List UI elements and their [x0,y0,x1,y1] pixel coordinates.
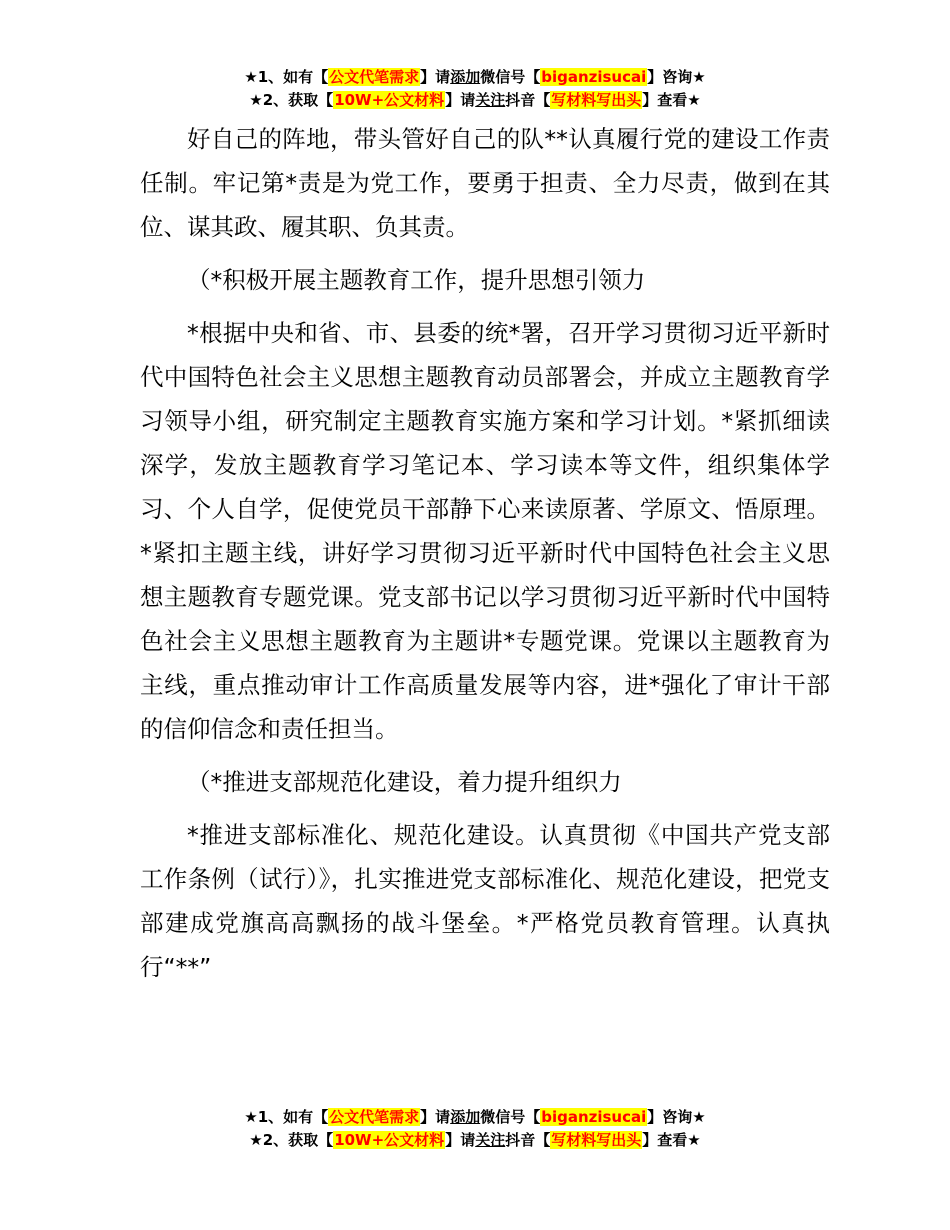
banner-text: ★2、获取【 [249,1131,334,1149]
highlight-douyin-account: 写材料写出头 [551,1131,642,1149]
document-body [140,117,830,989]
banner-text: 】请 [445,1131,476,1149]
banner-text: ★2、获取【 [249,91,334,109]
paragraph-2: *根据中央和省、市、县委的统*署，召开学习贯彻习近平新时代中国特色社会主义思想主题教育动员部署会，并成立主题教育学习领导小组，研究制定主题教育实施方案和学习计划。*紧抓细读深学，发放主题教育学习笔记本、学习读本等文件，组织集体学习、个人自学，促使党员干部静下心来读原著、学原文、悟原理。*紧扣主题主线，讲好学习贯彻习近平新时代中国特色社会主义思想主题教育专题党课。党支部书记以学习贯彻习近平新时代中国特色社会主义思想主题教育为主题讲*专题党课。党课以主题教育为主线，重点推动审计工作高质量发展等内容，进*强化了审计干部的信仰信念和责任担当。 [140,319,830,743]
banner-text: 】请 [420,1108,451,1126]
highlight-materials: 10W+公文材料 [334,1131,445,1149]
underlined-text: 关注 [475,91,506,109]
highlight-wechat-id: biganzisucai [541,68,647,86]
banner-text: ★1、如有【 [244,68,329,86]
banner-text: 】查看★ [642,1131,701,1149]
footer-line-1 [0,1106,950,1129]
banner-text: 】咨询★ [647,1108,706,1126]
header-line-2 [0,89,950,112]
footer-banner [0,1106,950,1152]
section-heading-2: （*推进支部规范化建设，着力提升组织力 [187,768,622,796]
highlight-service: 公文代笔需求 [329,68,420,86]
banner-text: 微信号【 [480,68,541,86]
underlined-text: 添加 [450,1108,481,1126]
paragraph-1: 好自己的阵地，带头管好自己的队**认真履行党的建设工作责任制。牢记第*责是为党工作，要勇于担责、全力尽责，做到在其位、谋其政、履其职、负其责。 [140,125,830,241]
header-line-1 [0,66,950,89]
header-banner [0,66,950,112]
highlight-materials: 10W+公文材料 [334,91,445,109]
highlight-service: 公文代笔需求 [329,1108,420,1126]
banner-text: 抖音【 [505,1131,551,1149]
footer-line-2 [0,1129,950,1152]
banner-text: 】请 [420,68,451,86]
paragraph-3: *推进支部标准化、规范化建设。认真贯彻《中国共产党支部工作条例（试行）》，扎实推进党支部标准化、规范化建设，把党支部建成党旗高高飘扬的战斗堡垒。*严格党员教育管理。认真执行“**” [140,821,830,981]
banner-text: 】查看★ [642,91,701,109]
banner-text: 】请 [445,91,476,109]
highlight-wechat-id: biganzisucai [541,1108,647,1126]
underlined-text: 添加 [450,68,481,86]
underlined-text: 关注 [475,1131,506,1149]
highlight-douyin-account: 写材料写出头 [551,91,642,109]
banner-text: ★1、如有【 [244,1108,329,1126]
banner-text: 抖音【 [505,91,551,109]
banner-text: 】咨询★ [647,68,706,86]
section-heading-1: （*积极开展主题教育工作，提升思想引领力 [187,266,646,294]
banner-text: 微信号【 [480,1108,541,1126]
